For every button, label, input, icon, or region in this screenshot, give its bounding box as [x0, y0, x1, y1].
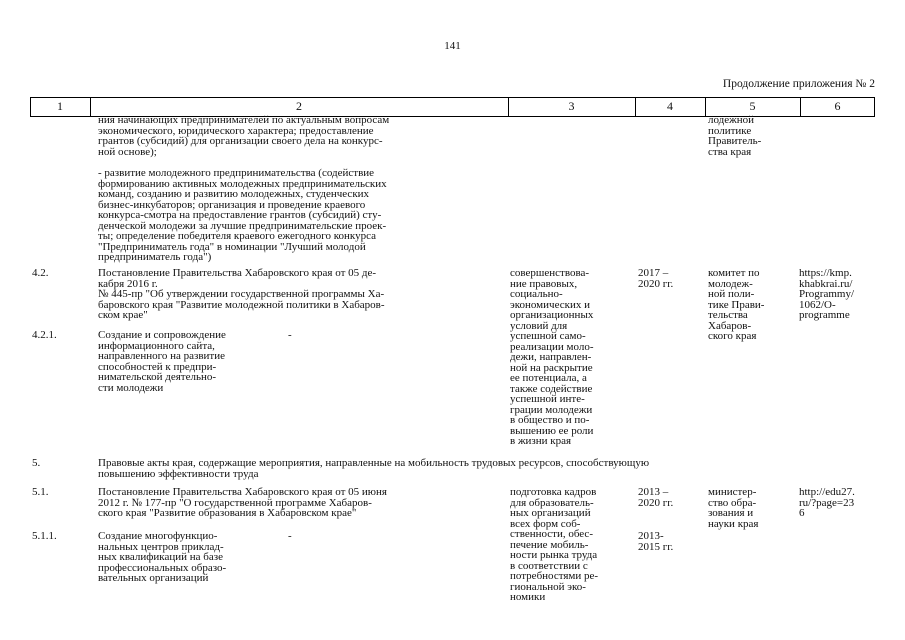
- header-col-2: 2: [296, 99, 302, 113]
- row-number: 5.1.: [32, 486, 49, 498]
- row-link: http://edu27. ru/?page=23 6: [799, 486, 855, 519]
- row-text: Создание и сопровождение информационного сайта, направленного на развитие способностей к предпри- нимательской деятельно- сти молодежи: [98, 329, 226, 394]
- row-number: 5.1.1.: [32, 530, 57, 542]
- header-col-5: 5: [749, 99, 756, 113]
- row-text: Постановление Правительства Хабаровского края от 05 де- кабря 2016 г. № 445-пр "Об утверждении государственной программы Ха- баровского края "Развитие молодежной политики в Хабаров- ском крае": [98, 267, 385, 321]
- row-link: https://kmp. khabkrai.ru/ Programmy/ 1062/O- programme: [799, 267, 854, 321]
- appendix-label: Продолжение приложения № 2: [722, 78, 875, 90]
- row-goal: подготовка кадров для образователь- ных организаций всех форм соб- ственности, обес- печение мобиль- ности рынка труда в соответствии с потребностями ре- гиональной эко- номики: [510, 486, 599, 603]
- row-text: Постановление Правительства Хабаровского края от 05 июня 2012 г. № 177-пр "О государственной программе Хабаров- ского края "Развитие образования в Хабаровском крае": [98, 486, 387, 519]
- row-number: 4.2.1.: [32, 329, 57, 341]
- header-col-4: 4: [667, 99, 673, 113]
- page-number: 141: [444, 40, 461, 52]
- row-years: 2017 – 2020 гг.: [638, 267, 674, 290]
- row-number: 5.: [32, 457, 41, 469]
- row-text: Создание многофункцио- нальных центров приклад- ных квалификаций на базе профессиональных образо- вательных организаций: [98, 530, 227, 584]
- row-years: 2013- 2015 гг.: [638, 530, 674, 553]
- row-dash: -: [288, 530, 292, 542]
- row-executor: министер- ство обра- зования и науки края: [708, 486, 759, 530]
- row-number: 4.2.: [32, 267, 49, 279]
- section-text: Правовые акты края, содержащие мероприятия, направленные на мобильность трудовых ресурсов, способствующую повышению эффективности труда: [98, 457, 650, 480]
- continued-executor: лодежной политике Правитель- ства края: [708, 114, 762, 158]
- development-text: - развитие молодежного предпринимательства (содействие формированию активных молодежных предпринимательских команд, созданию и развитию молодежных, студенческих бизнес-инкубаторов; организация и проведение краевого конкурса-смотра на предоставление грантов (субсидий) сту- денческой молодежи за лучшие предпринимательские проек- ты; определение победителя краевого ежегодного конкурса "Предприниматель года" в номинации "Лучший молодой предприниматель года"): [98, 167, 387, 263]
- header-col-3: 3: [568, 99, 575, 113]
- row-goal: совершенствова- ние правовых, социально- экономических и организационных условий для успешной само- реализации моло- дежи, направлен- ной на раскрытие ее потенциала, а также содействие успешной инте- грации молодежи в общество и по- вышению ее роли в жизни края: [510, 267, 594, 447]
- header-col-1: 1: [57, 99, 63, 113]
- row-executor: комитет по молодеж- ной поли- тике Прави- тельства Хабаров- ского края: [708, 267, 765, 342]
- row-dash: -: [288, 329, 292, 341]
- continued-text: ния начинающих предпринимателей по актуальным вопросам экономического, юридического характера; предоставление грантов (субсидий) для организации своего дела на конкурс- ной основе);: [98, 114, 390, 158]
- header-col-6: 6: [834, 99, 841, 113]
- row-years: 2013 – 2020 гг.: [638, 486, 674, 509]
